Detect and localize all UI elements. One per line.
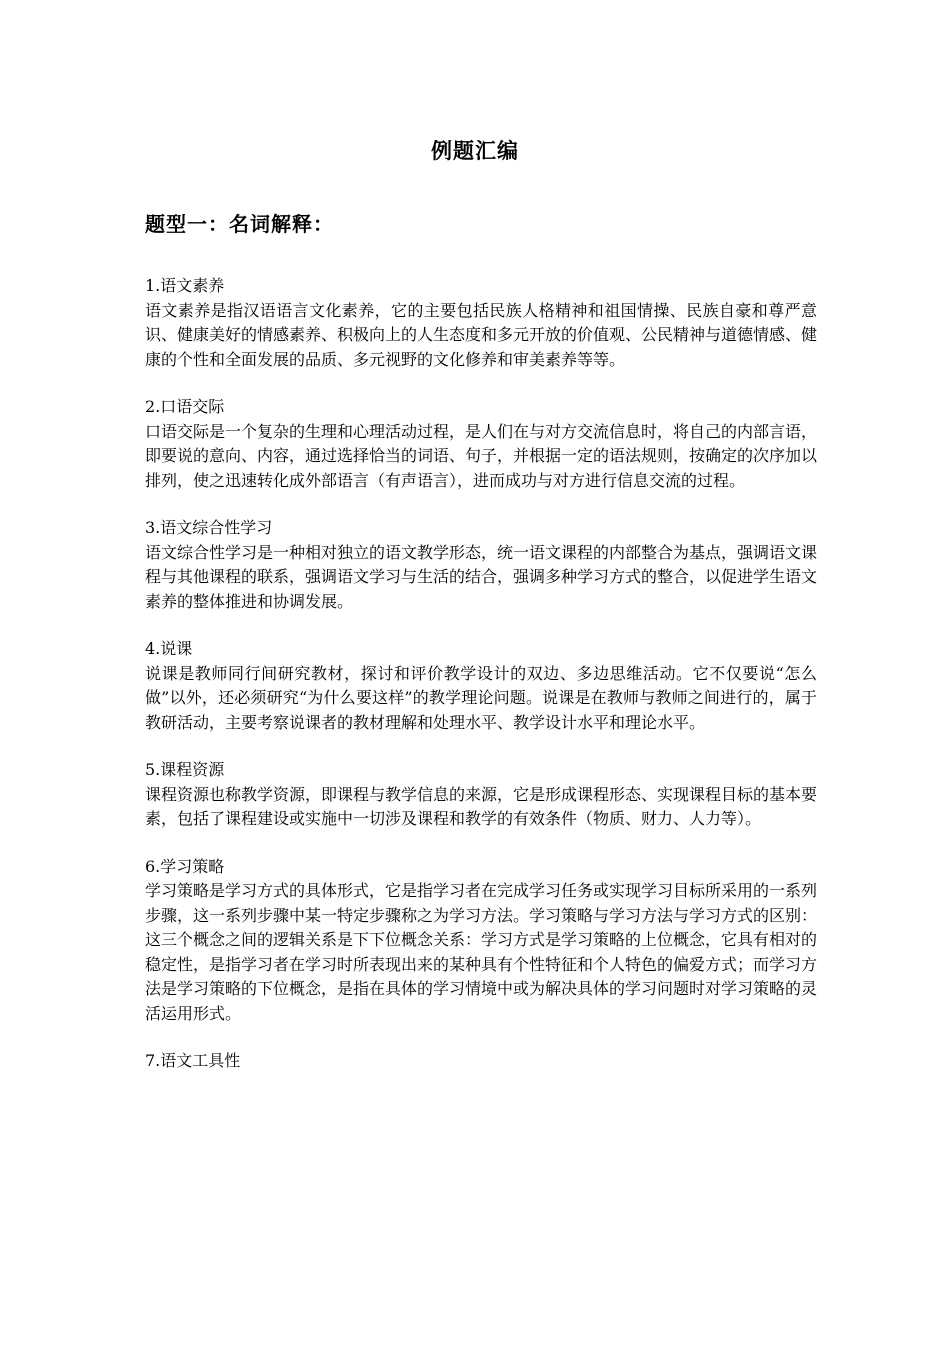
- entry-item: [145, 637, 817, 735]
- entry-item: [145, 758, 817, 832]
- entry-item: [145, 274, 817, 372]
- entry-term: 2.口语交际: [145, 397, 225, 416]
- entry-definition: 课程资源也称教学资源，即课程与教学信息的来源，它是形成课程形态、实现课程目标的基本要素，包括了课程建设或实施中一切涉及课程和教学的有效条件（物质、财力、人力等）。: [145, 784, 818, 828]
- entry-definition: 学习策略是学习方式的具体形式，它是指学习者在完成学习任务或实现学习目标所采用的一系列步骤，这一系列步骤中某一特定步骤称之为学习方法。学习策略与学习方法与学习方式的区别：这三个概念之间的逻辑关系是下下位概念关系：学习方式是学习策略的上位概念，它具有相对的稳定性，是指学习者在学习时所表现出来的某种具有个性特征和个人特色的偏爱方式；而学习方法是学习策略的下位概念，是指在具体的学习情境中或为解决具体的学习问题时对学习策略的灵活运用形式。: [145, 881, 818, 1023]
- entry-item: [145, 855, 817, 1027]
- entry-definition: 语文素养是指汉语语言文化素养，它的主要包括民族人格精神和祖国情操、民族自豪和尊严意识、健康美好的情感素养、积极向上的人生态度和多元开放的价值观、公民精神与道德情感、健康的个性和全面发展的品质、多元视野的文化修养和审美素养等等。: [145, 300, 818, 369]
- entry-term: 7.语文工具性: [145, 1051, 241, 1070]
- entry-definition: 语文综合性学习是一种相对独立的语文教学形态，统一语文课程的内部整合为基点，强调语文课程与其他课程的联系，强调语文学习与生活的结合，强调多种学习方式的整合，以促进学生语文素养的整体推进和协调发展。: [145, 542, 818, 611]
- entry-item: [145, 395, 817, 493]
- entry-term: 4.说课: [145, 639, 193, 658]
- entry-term: 6.学习策略: [145, 856, 225, 876]
- section-heading: 题型一：名词解释：: [145, 212, 334, 236]
- entry-term: 5.课程资源: [145, 760, 225, 779]
- entry-term: 3.语文综合性学习: [145, 518, 273, 537]
- document-title: 例题汇编: [431, 139, 519, 163]
- entry-definition: 口语交际是一个复杂的生理和心理活动过程，是人们在与对方交流信息时，将自己的内部言语，即要说的意向、内容，通过选择恰当的词语、句子，并根据一定的语法规则，按确定的次序加以排列，使之迅速转化成外部语言（有声语言），进而成功与对方进行信息交流的过程。: [145, 421, 818, 490]
- entry-item: [145, 516, 817, 614]
- entry-definition: 说课是教师同行间研究教材，探讨和评价教学设计的双边、多边思维活动。它不仅要说“怎么做”以外，还必须研究“为什么要这样”的教学理论问题。说课是在教师与教师之间进行的，属于教研活动，主要考察说课者的教材理解和处理水平、教学设计水平和理论水平。: [145, 663, 817, 732]
- entry-term: 1.语文素养: [145, 276, 225, 295]
- entry-list: [145, 274, 817, 1097]
- entry-item: [145, 1049, 817, 1074]
